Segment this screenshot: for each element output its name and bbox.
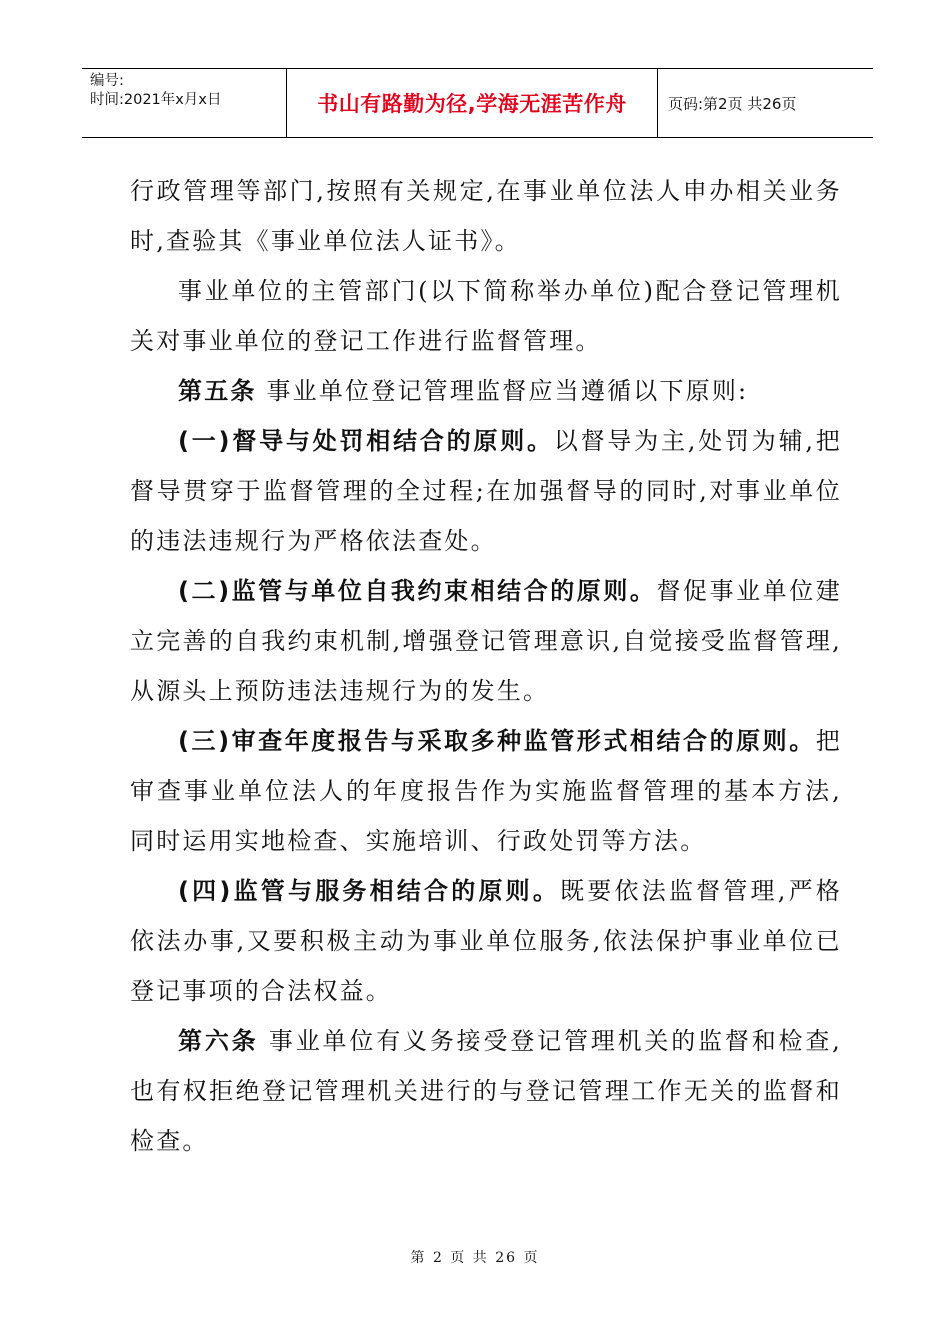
article-6: [130, 1016, 842, 1166]
header-motto: 书山有路勤为径,学海无涯苦作舟: [286, 69, 658, 137]
principle-2-text: 督促事业单位建立完善的自我约束机制,增强登记管理意识,自觉接受监督管理,从源头上预防违法违规行为的发生。: [130, 577, 842, 705]
page-header: [82, 68, 873, 138]
article-5-text: 事业单位登记管理监督应当遵循以下原则:: [256, 377, 749, 405]
principle-3: [130, 716, 842, 866]
article-6-label: 第六条: [178, 1027, 259, 1055]
paragraph-1: 行政管理等部门,按照有关规定,在事业单位法人申办相关业务时,查验其《事业单位法人证书》。: [130, 177, 842, 255]
page-footer: 第 2 页 共 26 页: [410, 1250, 540, 1266]
principle-1-title: (一)督导与处罚相结合的原则。: [178, 427, 554, 455]
paragraph-2: 事业单位的主管部门(以下简称举办单位)配合登记管理机关对事业单位的登记工作进行监督管理。: [130, 277, 842, 355]
principle-1: [130, 416, 842, 566]
article-5-label: 第五条: [178, 377, 257, 405]
time-label: 时间:2021年x月x日: [90, 92, 222, 108]
principle-4: [130, 866, 842, 1016]
header-page-info: 页码:第2页 共26页: [668, 94, 797, 113]
header-meta: [82, 69, 286, 137]
number-label: 编号:: [90, 73, 124, 89]
principle-3-title: (三)审查年度报告与采取多种监管形式相结合的原则。: [178, 727, 816, 755]
document-body: [130, 166, 842, 1166]
principle-2: [130, 566, 842, 716]
principle-3-text: 把审查事业单位法人的年度报告作为实施监督管理的基本方法,同时运用实地检查、实施培训、行政处罚等方法。: [130, 727, 842, 855]
article-6-text: 事业单位有义务接受登记管理机关的监督和检查,也有权拒绝登记管理机关进行的与登记管理工作无关的监督和检查。: [130, 1027, 842, 1155]
article-5: [130, 366, 842, 416]
principle-1-text: 以督导为主,处罚为辅,把督导贯穿于监督管理的全过程;在加强督导的同时,对事业单位的违法违规行为严格依法查处。: [130, 427, 842, 555]
principle-4-text: 既要依法监督管理,严格依法办事,又要积极主动为事业单位服务,依法保护事业单位已登记事项的合法权益。: [130, 877, 843, 1005]
principle-4-title: (四)监管与服务相结合的原则。: [178, 877, 561, 905]
principle-2-title: (二)监管与单位自我约束相结合的原则。: [178, 577, 657, 605]
